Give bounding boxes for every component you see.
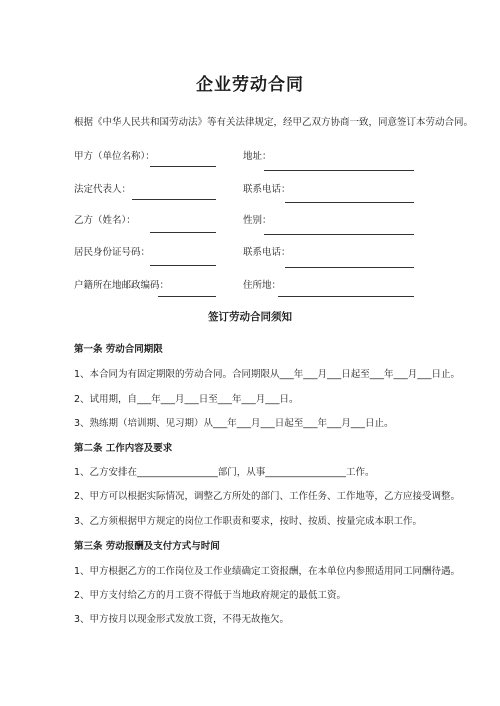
article-1-clause-2: 2、试用期，自___年___月___日至___年___月___日。	[74, 394, 299, 405]
gender-label: 性别：	[243, 215, 272, 226]
address-label: 地址：	[243, 151, 272, 162]
address-blank[interactable]	[264, 170, 414, 171]
section-title: 签订劳动合同须知	[208, 311, 292, 323]
article-2-clause-2: 2、甲方可以根据实际情况，调整乙方所处的部门、工作任务、工作地等，乙方应接受调整。	[74, 491, 461, 502]
phone-b-label: 联系电话：	[243, 247, 291, 258]
article-1-clause-1: 1、本合同为有固定期限的劳动合同。合同期限从___年___月___日起至___年___月___日止。	[74, 369, 461, 380]
id-number-blank[interactable]	[150, 265, 216, 266]
article-3-clause-3: 3、甲方按月以现金形式发放工资，不得无故拖欠。	[74, 614, 290, 625]
id-number-label: 居民身份证号码：	[74, 247, 151, 258]
article-2-clause-3: 3、乙方须根据甲方规定的岗位工作职责和要求，按时、按质、按量完成本职工作。	[74, 516, 423, 527]
article-3-clause-2: 2、甲方支付给乙方的月工资不得低于当地政府规定的最低工资。	[74, 590, 347, 601]
article-2-clause-1: 1、乙方安排在_________________部门，从事_________________工作。	[74, 467, 375, 478]
hukou-postcode-blank[interactable]	[158, 296, 216, 297]
gender-blank[interactable]	[264, 234, 414, 235]
hukou-postcode-label: 户籍所在地邮政编码：	[74, 280, 170, 291]
party-b-blank[interactable]	[150, 232, 216, 233]
article-3-clause-1: 1、甲方根据乙方的工作岗位及工作业绩确定工资报酬，在本单位内参照适用同工同酬待遇。	[74, 566, 461, 577]
residence-label: 住所地：	[243, 280, 282, 291]
residence-blank[interactable]	[278, 296, 414, 297]
party-a-label: 甲方（单位名称）：	[74, 151, 155, 162]
phone-a-blank[interactable]	[285, 202, 414, 203]
phone-b-blank[interactable]	[285, 267, 414, 268]
phone-a-label: 联系电话：	[243, 184, 291, 195]
party-a-blank[interactable]	[150, 166, 216, 167]
party-b-label: 乙方（姓名）：	[74, 215, 136, 226]
page-title: 企业劳动合同	[196, 75, 304, 95]
article-1-clause-3: 3、熟练期（培训期、见习期）从___年___月___日起至___年___月___日止。	[74, 418, 394, 429]
article-1-title: 第一条 劳动合同期限	[74, 344, 163, 355]
legal-rep-label: 法定代表人：	[74, 184, 132, 195]
intro-paragraph: 根据《中华人民共和国劳动法》等有关法律规定，经甲乙双方协商一致，同意签订本劳动合同。	[74, 117, 474, 128]
article-2-title: 第二条 工作内容及要求	[74, 443, 173, 454]
article-3-title: 第三条 劳动报酬及支付方式与时间	[74, 541, 220, 552]
legal-rep-blank[interactable]	[132, 199, 216, 200]
